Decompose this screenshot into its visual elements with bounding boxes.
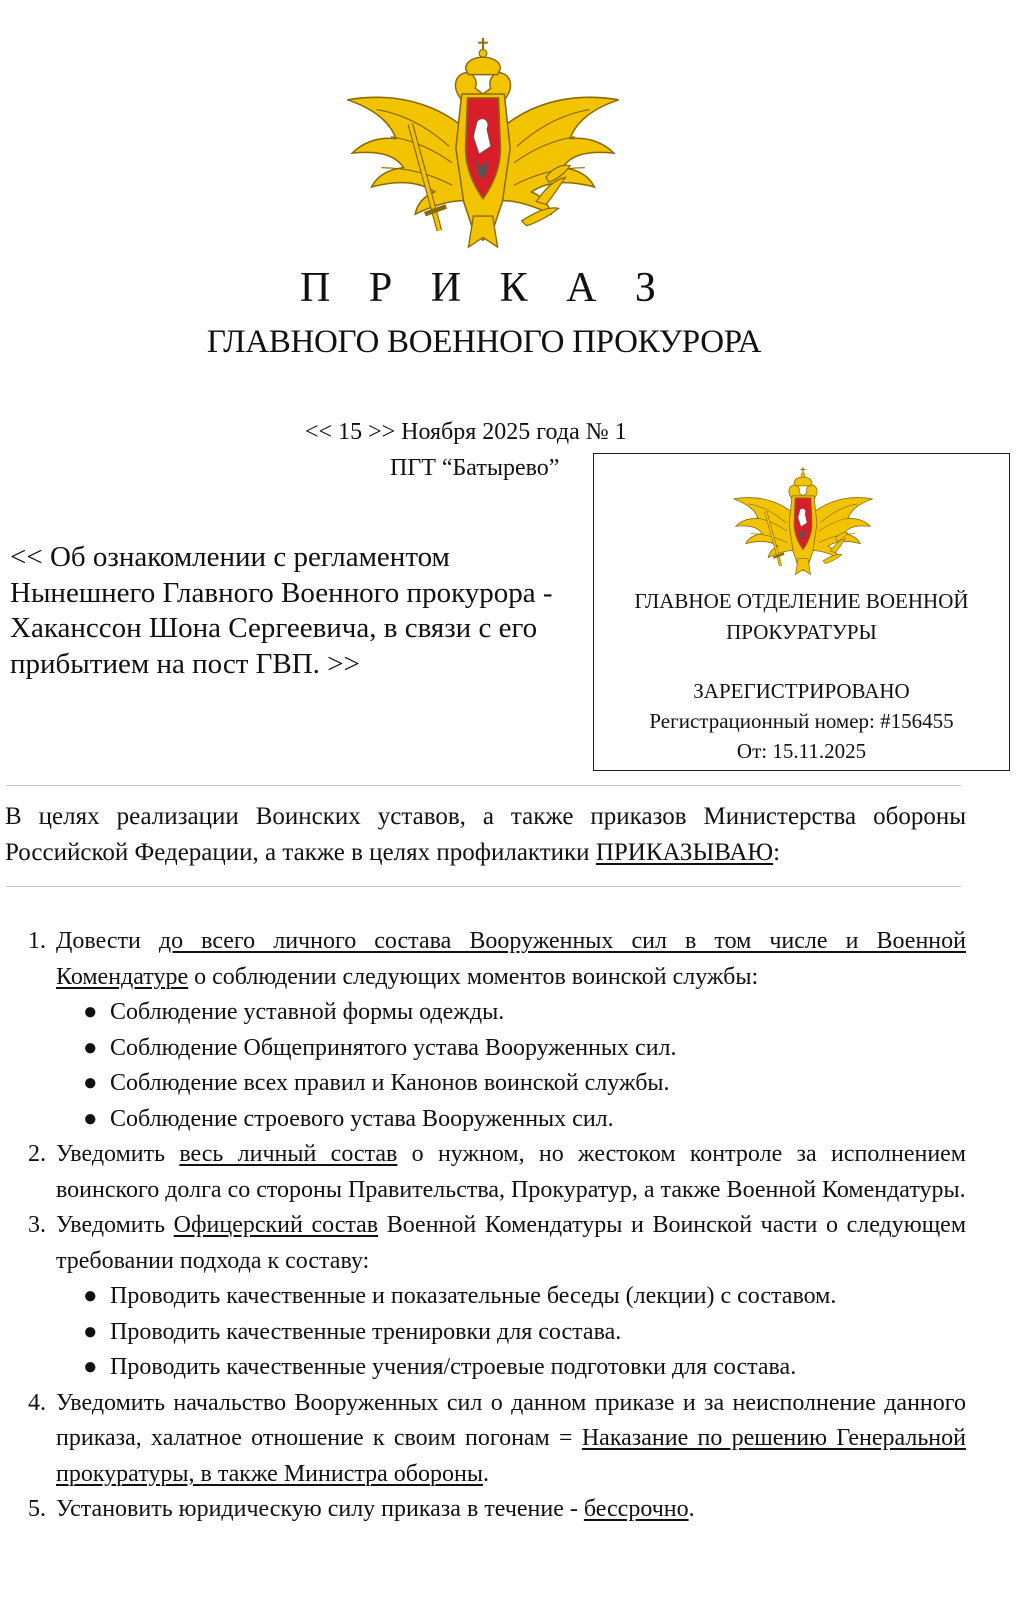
stamp-reg-number: Регистрационный номер: #156455: [649, 709, 954, 733]
bullet-icon: ●: [83, 999, 98, 1025]
bullet-text: Проводить качественные и показательные беседы (лекции) с составом.: [110, 1283, 837, 1309]
bullet-icon: ●: [83, 1105, 98, 1132]
order-lead: Уведомить: [56, 1141, 180, 1167]
bullet-text: Соблюдение уставной формы одежды.: [110, 999, 505, 1025]
bullet-item: [56, 1279, 966, 1315]
bullet-icon: ●: [83, 1318, 98, 1345]
preamble: [5, 799, 966, 871]
stamp-org-line2: ПРОКУРАТУРЫ: [726, 620, 877, 644]
document-subtitle: ГЛАВНОГО ВОЕННОГО ПРОКУРОРА: [206, 324, 762, 360]
order-underlined: бессрочно: [583, 1496, 689, 1522]
stamp-status: ЗАРЕГИСТРИРОВАНО: [693, 679, 910, 703]
eagle-emblem-small-icon: [718, 464, 888, 576]
order-item-2: [0, 1137, 966, 1208]
bullet-icon: ●: [83, 1034, 98, 1061]
order-3-bullets: [56, 1279, 966, 1386]
preamble-text: В целях реализации Воинских уставов, а также приказов Министерства обороны Российской Федерации, а также в целях профилактики: [5, 803, 966, 866]
order-item-5: [0, 1492, 966, 1528]
bullet-item: [56, 1315, 966, 1351]
order-underlined: Офицерский состав: [173, 1212, 379, 1238]
order-number: 3.: [28, 1212, 46, 1238]
bullet-item: [56, 1102, 966, 1138]
order-rest: о соблюдении следующих моментов воинской службы:: [188, 963, 759, 990]
bullet-icon: ●: [83, 1283, 98, 1309]
order-rest: .: [482, 1460, 489, 1487]
bullet-item: [56, 1031, 966, 1067]
bullet-text: Проводить качественные тренировки для состава.: [110, 1318, 622, 1345]
bullet-item: [56, 1066, 966, 1102]
emblem-small: [718, 464, 888, 576]
order-rest: Военной Комендатуры и Воинской части о следующем требовании подхода к составу:: [56, 1212, 967, 1274]
stamp-org-line1: ГЛАВНОЕ ОТДЕЛЕНИЕ ВОЕННОЙ: [634, 589, 969, 613]
order-place: ПГТ “Батырево”: [390, 455, 560, 481]
stamp-registration: [594, 676, 1009, 766]
order-rest: о нужном, но жестоком контроле за исполнением воинского долга со стороны Правительства, Прокуратур, а также Военной Комендатуры.: [56, 1141, 966, 1203]
order-underlined: до всего личного состава Вооруженных сил в том числе и Военной Комендатуре: [56, 928, 966, 990]
stamp-organization: [594, 586, 1009, 648]
orders-list: [0, 924, 966, 1528]
order-lead: Уведомить начальство Вооруженных сил о данном приказе и за неисполнение данного приказа, халатное отношение к своим погонам =: [56, 1389, 966, 1451]
registration-stamp: [593, 453, 1010, 771]
order-item-3: [0, 1208, 966, 1386]
divider-top: [6, 785, 961, 786]
bullet-text: Соблюдение строевого устава Вооруженных сил.: [110, 1105, 614, 1132]
order-rest: .: [688, 1496, 695, 1522]
order-lead: Уведомить: [56, 1212, 174, 1238]
order-lead: Довести: [56, 928, 159, 954]
order-subject: << Об ознакомлении с регламентом Нынешнего Главного Военного прокурора - Хаканссон Шона Сергеевича, в связи с его прибытием на пост ГВП. >>: [10, 541, 553, 680]
bullet-item: [56, 995, 966, 1031]
emblem-large: [318, 32, 648, 250]
bullet-text: Проводить качественные учения/строевые подготовки для состава.: [110, 1354, 797, 1380]
order-underlined: Наказание по решению Генеральной прокуратуры, в также Министра обороны: [56, 1425, 966, 1487]
order-item-1: [0, 924, 966, 1137]
bullet-item: [56, 1350, 966, 1386]
preamble-emphasis: ПРИКАЗЫВАЮ: [595, 839, 774, 866]
bullet-icon: ●: [83, 1070, 98, 1096]
divider-bottom: [6, 886, 961, 887]
order-number: 2.: [28, 1141, 46, 1167]
order-lead: Установить юридическую силу приказа в течение -: [56, 1496, 584, 1522]
stamp-reg-date: От: 15.11.2025: [736, 739, 867, 763]
order-number: 1.: [28, 928, 46, 954]
bullet-icon: ●: [83, 1354, 98, 1380]
order-date: << 15 >> Ноября 2025 года № 1: [305, 419, 627, 445]
order-underlined: весь личный состав: [179, 1141, 398, 1167]
order-item-4: [0, 1386, 966, 1493]
order-number: 5.: [28, 1496, 46, 1522]
order-1-bullets: [56, 995, 966, 1137]
bullet-text: Соблюдение всех правил и Канонов воинской службы.: [110, 1070, 670, 1096]
bullet-text: Соблюдение Общепринятого устава Вооруженных сил.: [110, 1034, 677, 1061]
order-number: 4.: [28, 1389, 46, 1416]
preamble-end: :: [773, 839, 781, 866]
document-title: П Р И К А З: [300, 265, 670, 311]
eagle-emblem-icon: [318, 32, 648, 250]
